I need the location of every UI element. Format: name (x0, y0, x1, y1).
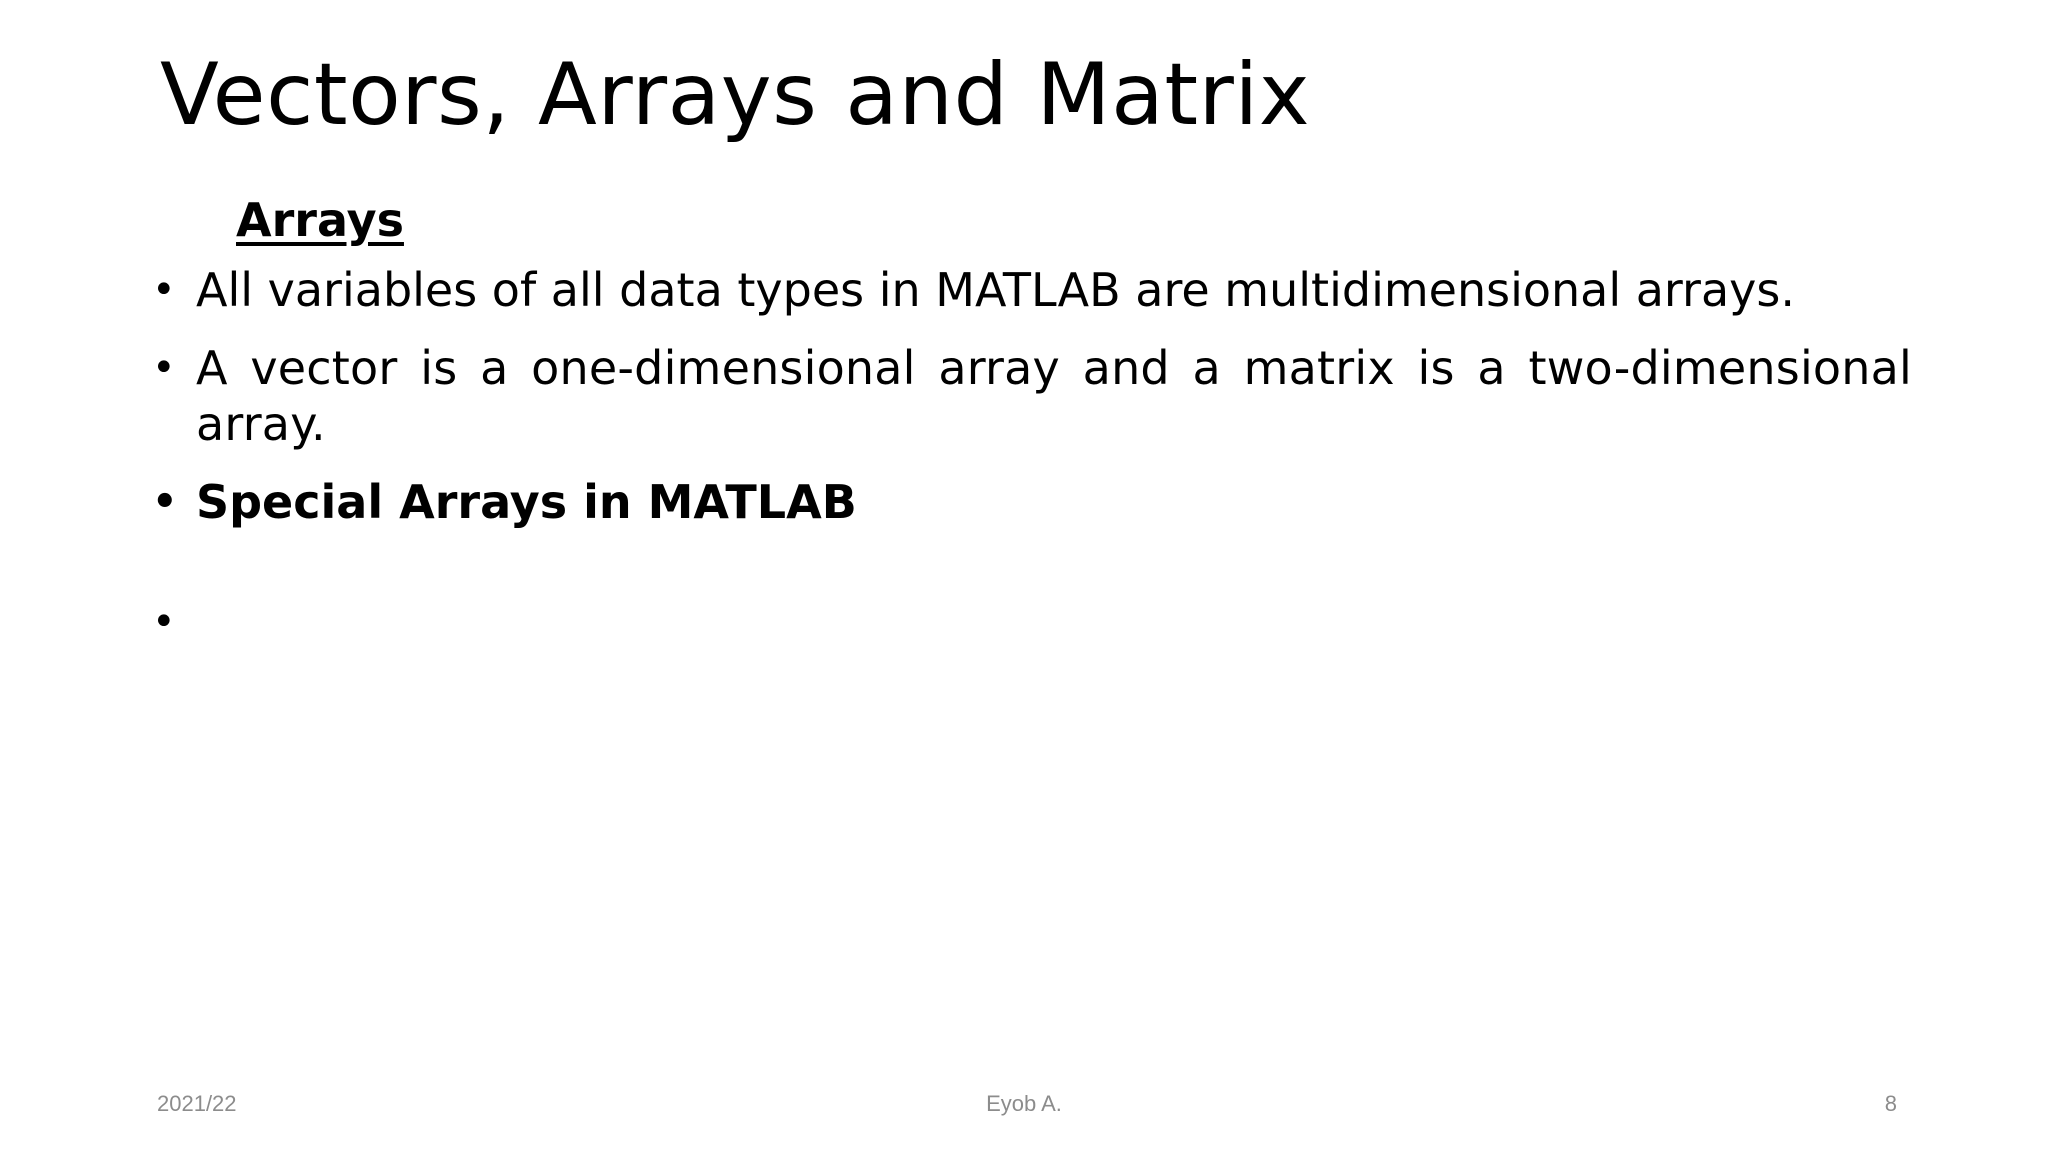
bullet-icon: • (152, 599, 176, 645)
bullet-icon: • (152, 345, 176, 391)
slide-title: Vectors, Arrays and Matrix (160, 45, 1311, 145)
bullet-item (152, 340, 1912, 452)
bullet-text: A vector is a one-dimensional array and a matrix is a two-dimensional array. (196, 341, 1912, 451)
bullet-item (152, 262, 1912, 318)
bullet-text: Special Arrays in MATLAB (196, 475, 857, 529)
section-heading: Arrays (236, 193, 404, 247)
bullet-icon: • (152, 479, 178, 525)
bullet-text: All variables of all data types in MATLAB are multidimensional arrays. (196, 263, 1795, 317)
footer-date: 2021/22 (157, 1091, 237, 1116)
footer-author: Eyob A. (986, 1091, 1062, 1116)
bullet-item (152, 474, 1912, 530)
bullet-list (152, 262, 1912, 650)
footer-page-number: 8 (1884, 1091, 1897, 1116)
bullet-item-empty (152, 594, 1912, 650)
bullet-icon: • (152, 267, 176, 313)
